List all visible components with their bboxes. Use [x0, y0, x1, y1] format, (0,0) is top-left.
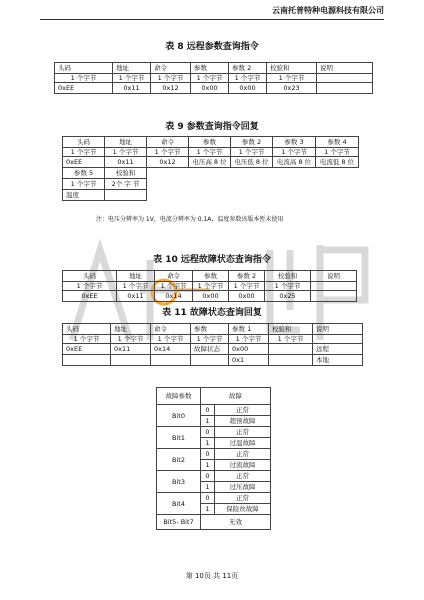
- company-name: 云南托普特种电源科技有限公司: [272, 6, 384, 15]
- table-cell: 1 个字节: [316, 148, 359, 157]
- table-row: [63, 168, 359, 179]
- table-cell: 电流低 8 位: [316, 157, 359, 168]
- table-cell: 1 个字节: [105, 148, 147, 157]
- page-footer: 第 10页 共 11页: [185, 572, 239, 580]
- table-cell: 1 个字节: [189, 148, 231, 157]
- bit-cell: Bit5- Bit7: [157, 515, 201, 530]
- table-cell: 0: [201, 427, 215, 438]
- table-cell: 1 个字节: [151, 335, 191, 344]
- table-row: [157, 405, 271, 416]
- table-cell: 1: [201, 438, 215, 449]
- table-row: [157, 471, 271, 482]
- table-header-row: [157, 388, 271, 405]
- table-cell: 0: [201, 471, 215, 482]
- header-cell: 说明: [311, 271, 357, 282]
- table-cell: 1 个字节: [191, 335, 229, 344]
- table-row: [63, 344, 363, 355]
- header-cell: 参数 2: [229, 271, 265, 282]
- table-row: [63, 157, 359, 168]
- table11-caption: 表 11 故障状态查询回复: [162, 308, 262, 318]
- table-cell: [317, 83, 373, 94]
- table-cell: [311, 282, 357, 291]
- table8: [54, 62, 373, 94]
- table-cell: 0x23: [267, 83, 317, 94]
- header-cell: 故障参数: [157, 388, 201, 405]
- header-cell: 参数: [191, 63, 229, 74]
- table-cell: 1 个字节: [111, 335, 151, 344]
- table-cell: 1 个字节: [113, 74, 151, 83]
- table-cell: 0x11: [105, 157, 147, 168]
- header-cell: 说明: [317, 63, 373, 74]
- table-header-row: [63, 324, 363, 335]
- table-cell: 正常: [215, 471, 271, 482]
- table-cell: 过温故障: [215, 438, 271, 449]
- table10: [62, 270, 357, 302]
- header-cell: 参数 5: [63, 168, 105, 179]
- table-cell: 正常: [215, 493, 271, 504]
- table-cell: 1 个字节: [231, 148, 273, 157]
- header-cell: 参数 2: [229, 63, 267, 74]
- table-cell: 0x1: [229, 355, 269, 366]
- table-cell: 电流高 8 位: [273, 157, 316, 168]
- table-cell: 超预故障: [215, 416, 271, 427]
- bit-cell: Bit2: [157, 449, 201, 471]
- table-cell: 1 个字节: [273, 148, 316, 157]
- table-row: [55, 74, 373, 83]
- table-header-row: [55, 63, 373, 74]
- header-cell: 参数 1: [229, 324, 269, 335]
- header-cell: 参数: [191, 324, 229, 335]
- table-cell: 1 个字节: [229, 335, 269, 344]
- table-row: [63, 148, 359, 157]
- table11: [62, 323, 363, 366]
- table-cell: 0x00: [229, 83, 267, 94]
- table-cell: 电压高 8 位: [189, 157, 231, 168]
- table-cell: 温度: [63, 190, 105, 201]
- header-cell: 头码: [55, 63, 113, 74]
- table-cell: 0x11: [113, 83, 151, 94]
- table-cell: 0xEE: [55, 83, 113, 94]
- bit-cell: Bit4: [157, 493, 201, 515]
- document-header: [40, 3, 384, 20]
- table-cell: 过压故障: [215, 482, 271, 493]
- table-cell: 1 个字节: [267, 74, 317, 83]
- header-cell: 故障: [201, 388, 271, 405]
- table-row: [157, 493, 271, 504]
- table-cell: 0x12: [151, 83, 191, 94]
- table-cell: 1 个字节: [269, 335, 313, 344]
- table-cell: 2个 字 节: [105, 179, 147, 190]
- table-cell: 0xEE: [63, 291, 117, 302]
- table-row: [63, 179, 359, 190]
- table-cell: 0x11: [111, 344, 151, 355]
- table8-caption: 表 8 远程参数查询指令: [165, 42, 259, 52]
- header-cell: 参数: [193, 271, 229, 282]
- table-cell: 1 个字节: [229, 282, 265, 291]
- table-row: [157, 449, 271, 460]
- table-cell: 1: [201, 482, 215, 493]
- table-row: [63, 291, 357, 302]
- table-cell: 0x25: [265, 291, 311, 302]
- table-cell: 0x14: [151, 344, 191, 355]
- header-cell: 参数 3: [273, 137, 316, 148]
- table-cell: 0x00: [229, 344, 269, 355]
- header-cell: 参数 2: [231, 137, 273, 148]
- table-cell: 1 个字节: [63, 282, 117, 291]
- table-cell: [111, 355, 151, 366]
- table-cell: 本地: [313, 355, 363, 366]
- table-row: [63, 282, 357, 291]
- table-row: [157, 427, 271, 438]
- table-cell: 0xEE: [63, 344, 111, 355]
- header-cell: 命令: [151, 63, 191, 74]
- header-cell: 校验和: [105, 168, 147, 179]
- header-cell: 地址: [113, 63, 151, 74]
- header-cell: 说明: [313, 324, 363, 335]
- table9: [62, 136, 359, 201]
- header-cell: 校验和: [265, 271, 311, 282]
- table-cell: [317, 74, 373, 83]
- bit-cell: Bit1: [157, 427, 201, 449]
- table-cell: 0x12: [147, 157, 189, 168]
- table-cell: 0: [201, 405, 215, 416]
- table-cell: 0: [201, 493, 215, 504]
- table-cell: 0xEE: [63, 157, 105, 168]
- table-cell: 0x00: [193, 291, 229, 302]
- table-cell: 无效: [201, 515, 271, 530]
- header-cell: 头码: [63, 324, 111, 335]
- table-cell: [151, 355, 191, 366]
- table-row: [63, 335, 363, 344]
- table-cell: 远程: [313, 344, 363, 355]
- table-cell: 1 个字节: [229, 74, 267, 83]
- table-cell: 1 个字节: [55, 74, 113, 83]
- header-cell: 头码: [63, 271, 117, 282]
- table-header-row: [63, 271, 357, 282]
- table9-note: 注：电压分辨率为 1V，电流分辨率为 0.1A，温度参数该版本暂未使用: [96, 216, 284, 223]
- table-cell: 1 个字节: [147, 148, 189, 157]
- table-cell: 1 个字节: [151, 74, 191, 83]
- header-cell: 头码: [63, 137, 105, 148]
- table-cell: [269, 355, 313, 366]
- table-cell: [105, 190, 147, 201]
- table-cell: 正常: [215, 405, 271, 416]
- fault-bit-table: [156, 387, 271, 530]
- table10-caption: 表 10 远程故障状态查询指令: [153, 255, 271, 265]
- table-cell: 0: [201, 449, 215, 460]
- header-cell: 校验和: [269, 324, 313, 335]
- header-cell: 地址: [105, 137, 147, 148]
- table-cell: 0x14: [155, 291, 193, 302]
- header-cell: 地址: [117, 271, 155, 282]
- table-row: [55, 83, 373, 94]
- table-cell: 电压低 8 位: [231, 157, 273, 168]
- table-cell: 1 个字节: [63, 335, 111, 344]
- table-cell: 1 个字节: [155, 282, 193, 291]
- table-cell: 1: [201, 504, 215, 515]
- table-cell: 1: [201, 460, 215, 471]
- table-row: [63, 190, 359, 201]
- header-cell: 地址: [111, 324, 151, 335]
- header-cell: 参数: [189, 137, 231, 148]
- table-cell: [191, 355, 229, 366]
- header-cell: 命令: [151, 324, 191, 335]
- table-cell: 1: [201, 416, 215, 427]
- table9-caption: 表 9 参数查询指令回复: [165, 122, 259, 132]
- header-cell: 参数 4: [316, 137, 359, 148]
- table-cell: 过流故障: [215, 460, 271, 471]
- table-cell: 0x00: [191, 83, 229, 94]
- bit-cell: Bit0: [157, 405, 201, 427]
- table-row: [63, 355, 363, 366]
- table-cell: 1 个字节: [117, 282, 155, 291]
- table-cell: [313, 335, 363, 344]
- table-header-row: [63, 137, 359, 148]
- table-cell: 故障状态: [191, 344, 229, 355]
- table-cell: 1 个字节: [265, 282, 311, 291]
- table-cell: 正常: [215, 427, 271, 438]
- table-cell: [269, 344, 313, 355]
- table-cell: 1 个字节: [63, 148, 105, 157]
- header-cell: 命令: [155, 271, 193, 282]
- table-row: [157, 515, 271, 530]
- table-cell: 0x11: [117, 291, 155, 302]
- table-cell: 正常: [215, 449, 271, 460]
- table-cell: 1 个字节: [63, 179, 105, 190]
- table-cell: 1 个字节: [191, 74, 229, 83]
- table-cell: 1 个字节: [193, 282, 229, 291]
- table-cell: 保险丝故障: [215, 504, 271, 515]
- table-cell: [63, 355, 111, 366]
- header-cell: 命令: [147, 137, 189, 148]
- table-cell: 0x00: [229, 291, 265, 302]
- table-cell: [311, 291, 357, 302]
- bit-cell: Bit3: [157, 471, 201, 493]
- header-cell: 校验和: [267, 63, 317, 74]
